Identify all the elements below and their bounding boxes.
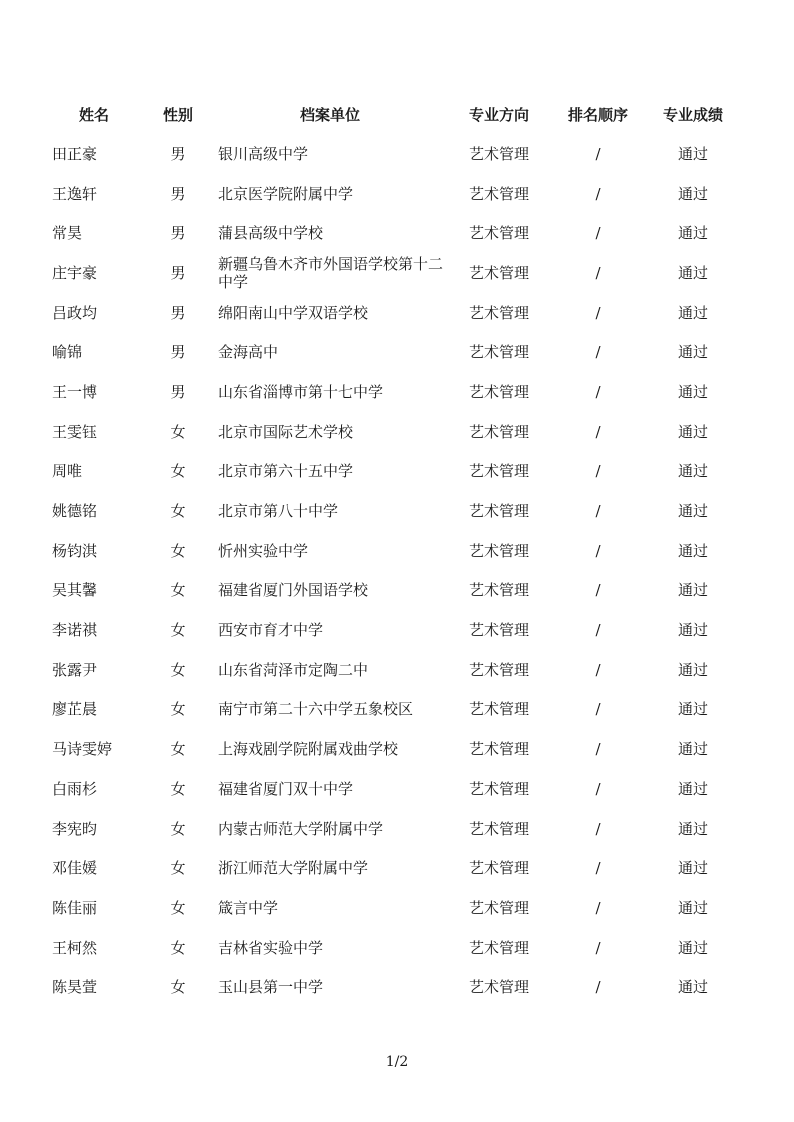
- cell-gender: 女: [170, 462, 186, 481]
- table-row: [0, 571, 794, 611]
- cell-rank: /: [595, 224, 601, 243]
- cell-gender: 男: [170, 184, 186, 203]
- cell-score: 通过: [677, 819, 708, 838]
- cell-rank: /: [595, 144, 601, 163]
- cell-gender: 女: [170, 621, 186, 640]
- cell-name: 王柯然: [52, 938, 98, 957]
- table-row: [0, 452, 794, 492]
- cell-rank: /: [595, 303, 601, 322]
- cell-unit: 山东省菏泽市定陶二中: [218, 660, 369, 679]
- table-row: [0, 332, 794, 372]
- cell-name: 吕政均: [52, 303, 98, 322]
- cell-name: 常昊: [52, 224, 83, 243]
- cell-direction: 艺术管理: [469, 819, 530, 838]
- table-row: [0, 690, 794, 730]
- table-row: [0, 928, 794, 968]
- cell-rank: /: [595, 898, 601, 917]
- table-row: [0, 729, 794, 769]
- cell-gender: 男: [170, 144, 186, 163]
- cell-unit: 忻州实验中学: [218, 541, 309, 560]
- cell-score: 通过: [677, 224, 708, 243]
- cell-direction: 艺术管理: [469, 382, 530, 401]
- cell-name: 姚德铭: [52, 502, 98, 521]
- cell-rank: /: [595, 740, 601, 759]
- cell-unit: 金海高中: [218, 343, 279, 362]
- cell-unit: 北京市国际艺术学校: [218, 422, 354, 441]
- cell-unit: 蒲县高级中学校: [218, 224, 324, 243]
- table-body: [0, 134, 794, 1007]
- cell-gender: 女: [170, 859, 186, 878]
- cell-direction: 艺术管理: [469, 978, 530, 997]
- cell-score: 通过: [677, 621, 708, 640]
- table-row: [0, 848, 794, 888]
- cell-score: 通过: [677, 343, 708, 362]
- table-header: [0, 96, 794, 134]
- cell-score: 通过: [677, 859, 708, 878]
- cell-name: 王逸轩: [52, 184, 98, 203]
- cell-unit: 绵阳南山中学双语学校: [218, 303, 369, 322]
- cell-rank: /: [595, 422, 601, 441]
- cell-rank: /: [595, 978, 601, 997]
- table-row: [0, 174, 794, 214]
- cell-score: 通过: [677, 502, 708, 521]
- cell-score: 通过: [677, 541, 708, 560]
- cell-unit: 福建省厦门双十中学: [218, 779, 354, 798]
- cell-unit: 吉林省实验中学: [218, 938, 324, 957]
- header-unit: 档案单位: [300, 106, 361, 124]
- cell-unit: 南宁市第二十六中学五象校区: [218, 700, 414, 719]
- cell-gender: 男: [170, 224, 186, 243]
- cell-name: 王雯钰: [52, 422, 98, 441]
- cell-score: 通过: [677, 462, 708, 481]
- cell-direction: 艺术管理: [469, 263, 530, 282]
- cell-score: 通过: [677, 700, 708, 719]
- cell-direction: 艺术管理: [469, 779, 530, 798]
- cell-score: 通过: [677, 382, 708, 401]
- cell-score: 通过: [677, 978, 708, 997]
- cell-name: 陈昊萱: [52, 978, 98, 997]
- cell-name: 李宪昀: [52, 819, 98, 838]
- cell-unit: 浙江师范大学附属中学: [218, 859, 369, 878]
- cell-direction: 艺术管理: [469, 700, 530, 719]
- cell-direction: 艺术管理: [469, 184, 530, 203]
- cell-direction: 艺术管理: [469, 859, 530, 878]
- cell-unit: 新疆乌鲁木齐市外国语学校第十二中学: [218, 254, 444, 291]
- cell-name: 田正豪: [52, 144, 98, 163]
- cell-direction: 艺术管理: [469, 541, 530, 560]
- table-row: [0, 610, 794, 650]
- table-row: [0, 650, 794, 690]
- header-name: 姓名: [79, 106, 110, 124]
- cell-gender: 女: [170, 978, 186, 997]
- header-gender: 性别: [162, 106, 193, 124]
- table-row: [0, 888, 794, 928]
- cell-unit: 北京市第六十五中学: [218, 462, 354, 481]
- cell-gender: 男: [170, 303, 186, 322]
- cell-direction: 艺术管理: [469, 422, 530, 441]
- cell-direction: 艺术管理: [469, 740, 530, 759]
- cell-direction: 艺术管理: [469, 938, 530, 957]
- cell-rank: /: [595, 779, 601, 798]
- cell-unit: 北京医学院附属中学: [218, 184, 354, 203]
- cell-name: 廖芷晨: [52, 700, 98, 719]
- table-row: [0, 412, 794, 452]
- cell-direction: 艺术管理: [469, 224, 530, 243]
- table-row: [0, 809, 794, 849]
- cell-rank: /: [595, 382, 601, 401]
- cell-direction: 艺术管理: [469, 660, 530, 679]
- cell-direction: 艺术管理: [469, 462, 530, 481]
- cell-name: 喻锦: [52, 343, 83, 362]
- cell-gender: 女: [170, 740, 186, 759]
- cell-direction: 艺术管理: [469, 343, 530, 362]
- cell-name: 王一博: [52, 382, 98, 401]
- table-row: [0, 491, 794, 531]
- cell-gender: 男: [170, 343, 186, 362]
- cell-unit: 福建省厦门外国语学校: [218, 581, 369, 600]
- cell-score: 通过: [677, 422, 708, 441]
- cell-rank: /: [595, 621, 601, 640]
- table-row: [0, 531, 794, 571]
- cell-unit: 内蒙古师范大学附属中学: [218, 819, 384, 838]
- cell-direction: 艺术管理: [469, 303, 530, 322]
- cell-direction: 艺术管理: [469, 621, 530, 640]
- cell-rank: /: [595, 184, 601, 203]
- cell-name: 周唯: [52, 462, 83, 481]
- cell-score: 通过: [677, 898, 708, 917]
- cell-score: 通过: [677, 740, 708, 759]
- cell-score: 通过: [677, 660, 708, 679]
- cell-direction: 艺术管理: [469, 144, 530, 163]
- cell-rank: /: [595, 541, 601, 560]
- cell-rank: /: [595, 502, 601, 521]
- cell-gender: 女: [170, 541, 186, 560]
- table-row: [0, 253, 794, 293]
- cell-name: 邓佳媛: [52, 859, 98, 878]
- cell-rank: /: [595, 938, 601, 957]
- cell-score: 通过: [677, 263, 708, 282]
- cell-direction: 艺术管理: [469, 581, 530, 600]
- cell-gender: 女: [170, 938, 186, 957]
- cell-unit: 玉山县第一中学: [218, 978, 324, 997]
- cell-name: 庄宇豪: [52, 263, 98, 282]
- cell-unit: 上海戏剧学院附属戏曲学校: [218, 740, 399, 759]
- cell-rank: /: [595, 581, 601, 600]
- cell-name: 吴其馨: [52, 581, 98, 600]
- cell-score: 通过: [677, 938, 708, 957]
- cell-score: 通过: [677, 184, 708, 203]
- header-direction: 专业方向: [469, 106, 530, 124]
- cell-direction: 艺术管理: [469, 502, 530, 521]
- table-row: [0, 372, 794, 412]
- cell-rank: /: [595, 462, 601, 481]
- page-number: 1/2: [385, 1054, 409, 1070]
- cell-gender: 女: [170, 898, 186, 917]
- cell-name: 杨钧淇: [52, 541, 98, 560]
- cell-gender: 男: [170, 382, 186, 401]
- cell-name: 陈佳丽: [52, 898, 98, 917]
- cell-rank: /: [595, 859, 601, 878]
- cell-score: 通过: [677, 144, 708, 163]
- cell-score: 通过: [677, 303, 708, 322]
- header-rank: 排名顺序: [567, 106, 628, 124]
- cell-direction: 艺术管理: [469, 898, 530, 917]
- cell-score: 通过: [677, 779, 708, 798]
- table-row: [0, 967, 794, 1007]
- cell-gender: 女: [170, 422, 186, 441]
- cell-gender: 男: [170, 263, 186, 282]
- cell-name: 白雨杉: [52, 779, 98, 798]
- cell-rank: /: [595, 263, 601, 282]
- cell-gender: 女: [170, 700, 186, 719]
- cell-gender: 女: [170, 502, 186, 521]
- cell-gender: 女: [170, 779, 186, 798]
- cell-unit: 西安市育才中学: [218, 621, 324, 640]
- table-row: [0, 213, 794, 253]
- cell-rank: /: [595, 660, 601, 679]
- cell-unit: 北京市第八十中学: [218, 502, 339, 521]
- cell-name: 张露尹: [52, 660, 98, 679]
- cell-rank: /: [595, 343, 601, 362]
- cell-gender: 女: [170, 581, 186, 600]
- cell-gender: 女: [170, 819, 186, 838]
- cell-unit: 山东省淄博市第十七中学: [218, 382, 384, 401]
- table-row: [0, 293, 794, 333]
- cell-rank: /: [595, 819, 601, 838]
- cell-rank: /: [595, 700, 601, 719]
- header-score: 专业成绩: [662, 106, 723, 124]
- table-row: [0, 769, 794, 809]
- admission-table: [0, 96, 794, 1007]
- cell-score: 通过: [677, 581, 708, 600]
- cell-unit: 箴言中学: [218, 898, 279, 917]
- cell-name: 马诗雯婷: [52, 740, 113, 759]
- cell-gender: 女: [170, 660, 186, 679]
- table-row: [0, 134, 794, 174]
- cell-name: 李诺祺: [52, 621, 98, 640]
- cell-unit: 银川高级中学: [218, 144, 309, 163]
